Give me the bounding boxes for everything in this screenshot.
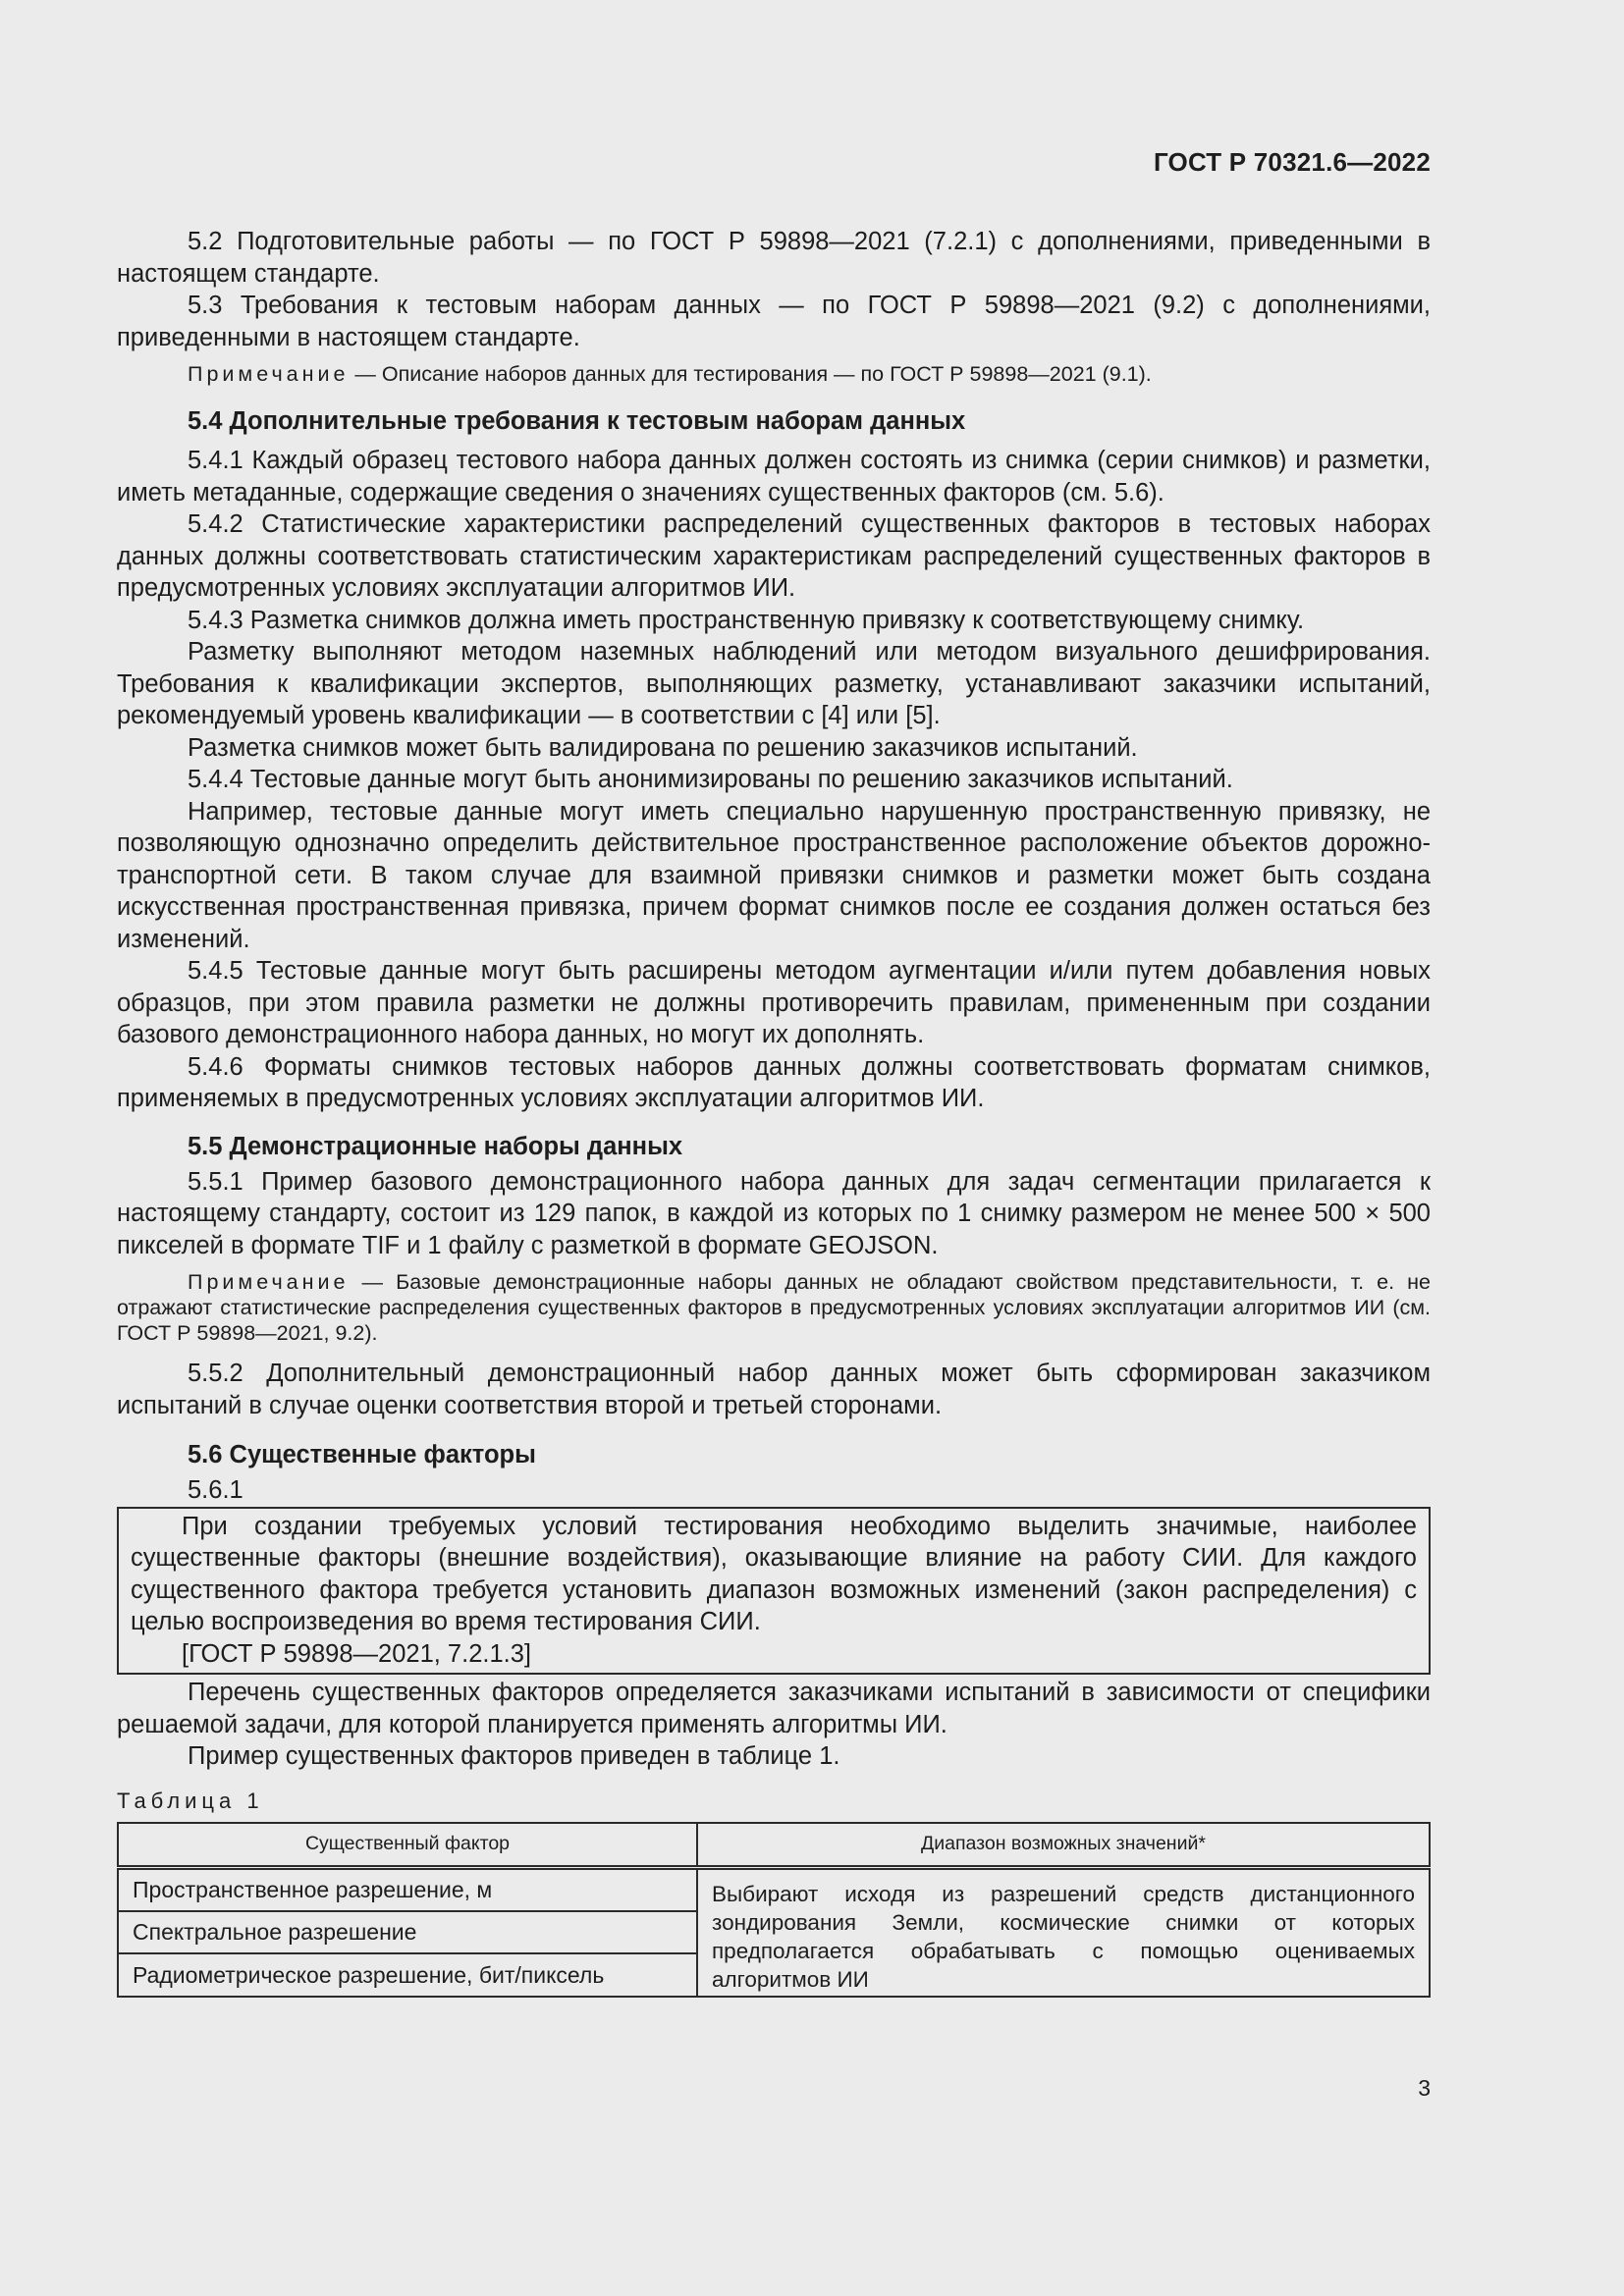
table-row — [118, 1867, 1430, 1911]
clause-5-4-6: 5.4.6 Форматы снимков тестовых наборов данных должны соответствовать форматам снимков, применяемых в предусмотренных условиях эксплуатации алгоритмов ИИ. — [117, 1052, 1431, 1112]
table-header-range: Диапазон возможных значений* — [697, 1823, 1430, 1868]
table-cell-factor: Спектральное разрешение — [118, 1911, 697, 1953]
document-id: ГОСТ Р 70321.6—2022 — [1153, 147, 1431, 177]
note-2 — [117, 1269, 1431, 1346]
factors-table — [117, 1822, 1431, 1998]
paragraph-table-reference: Пример существенных факторов приведен в таблице 1. — [188, 1742, 840, 1770]
heading-5-5: 5.5 Демонстрационные наборы данных — [188, 1132, 683, 1160]
paragraph-markup: Разметку выполняют методом наземных наблюдений или методом визуального дешифрирования. Требования к квалификации экспертов, выполняющих разметку, устанавливают заказчики испытаний, рекомендуемый уровень квалификации — в соответствии с [4] или [5]. — [117, 638, 1431, 729]
clause-5-4-2: 5.4.2 Статистические характеристики распределений существенных факторов в тестовых наборах данных должны соответствовать статистическим характеристикам распределений существенных факторов в предусмотренных условиях эксплуатации алгоритмов ИИ. — [117, 510, 1431, 602]
clause-5-2: 5.2 Подготовительные работы — по ГОСТ Р 59898—2021 (7.2.1) с дополнениями, приведенными в настоящем стандарте. — [117, 228, 1431, 288]
note-1-label: Примечание — [188, 362, 350, 386]
heading-5-6: 5.6 Существенные факторы — [188, 1441, 536, 1468]
note-1-text: — Описание наборов данных для тестирования — по ГОСТ Р 59898—2021 (9.1). — [349, 362, 1152, 386]
clause-5-4-4: 5.4.4 Тестовые данные могут быть анонимизированы по решению заказчиков испытаний. — [188, 766, 1233, 793]
clause-5-5-1: 5.5.1 Пример базового демонстрационного набора данных для задач сегментации прилагается к настоящему стандарту, состоит из 129 папок, в каждой из которых по 1 снимку размером не менее 500 × 500 пикселей в формате TIF и 1 файлу с разметкой в формате GEOJSON. — [117, 1167, 1431, 1259]
clause-5-5-2: 5.5.2 Дополнительный демонстрационный набор данных может быть сформирован заказчиком испытаний в случае оценки соответствия второй и третьей сторонами. — [117, 1360, 1431, 1419]
table-header-factor: Существенный фактор — [118, 1823, 697, 1868]
table-cell-range: Выбирают исходя из разрешений средств дистанционного зондирования Земли, космические снимки от которых предполагается обрабатывать с помощью оцениваемых алгоритмов ИИ — [697, 1867, 1430, 1997]
table-header-row — [118, 1823, 1430, 1868]
note-2-label: Примечание — [188, 1270, 350, 1294]
clause-5-4-1: 5.4.1 Каждый образец тестового набора данных должен состоять из снимка (серии снимков) и разметки, иметь метаданные, содержащие сведения о значениях существенных факторов (см. 5.6). — [117, 447, 1431, 507]
clause-5-4-3: 5.4.3 Разметка снимков должна иметь пространственную привязку к соответствующему снимку. — [188, 606, 1305, 634]
page-number: 3 — [1418, 2075, 1431, 2101]
paragraph-factor-list: Перечень существенных факторов определяется заказчиками испытаний в зависимости от специфики решаемой задачи, для которой планируется применять алгоритмы ИИ. — [117, 1679, 1431, 1738]
table-caption: Таблица 1 — [117, 1788, 264, 1813]
quote-reference: [ГОСТ Р 59898—2021, 7.2.1.3] — [182, 1639, 531, 1668]
heading-5-4: 5.4 Дополнительные требования к тестовым наборам данных — [188, 407, 966, 435]
note-1 — [117, 361, 1431, 387]
clause-5-4-5: 5.4.5 Тестовые данные могут быть расширены методом аугментации и/или путем добавления новых образцов, при этом правила разметки не должны противоречить правилам, примененным при создании базового демонстрационного набора данных, но могут их дополнять. — [117, 957, 1431, 1048]
content — [117, 147, 1431, 1998]
paragraph-validate: Разметка снимков может быть валидирована по решению заказчиков испытаний. — [188, 733, 1138, 762]
note-2-text: — Базовые демонстрационные наборы данных не обладают свойством представительности, т. е. не отражают статистические распределения существенных факторов в предусмотренных условиях эксплуатации алгоритмов ИИ (см. ГОСТ Р 59898—2021, 9.2). — [117, 1270, 1431, 1345]
quoted-requirement-box — [117, 1507, 1431, 1676]
clause-5-3: 5.3 Требования к тестовым наборам данных — по ГОСТ Р 59898—2021 (9.2) с дополнениями, приведенными в настоящем стандарте. — [117, 292, 1431, 351]
quote-text: При создании требуемых условий тестирования необходимо выделить значимые, наиболее существенные факторы (внешние воздействия), оказывающие влияние на работу СИИ. Для каждого существенного фактора требуется установить диапазон возможных изменений (закон распределения) с целью воспроизведения во время тестирования СИИ. — [131, 1512, 1417, 1635]
table-cell-factor: Пространственное разрешение, м — [118, 1867, 697, 1911]
table-cell-factor: Радиометрическое разрешение, бит/пиксель — [118, 1953, 697, 1996]
clause-5-6-1: 5.6.1 — [188, 1476, 244, 1504]
paragraph-example: Например, тестовые данные могут иметь специально нарушенную пространственную привязку, не позволяющую однозначно определить действительное пространственное расположение объектов дорожно-транспортной сети. В таком случае для взаимной привязки снимков и разметки может быть создана искусственная пространственная привязка, причем формат снимков после ее создания должен остаться без изменений. — [117, 797, 1431, 953]
